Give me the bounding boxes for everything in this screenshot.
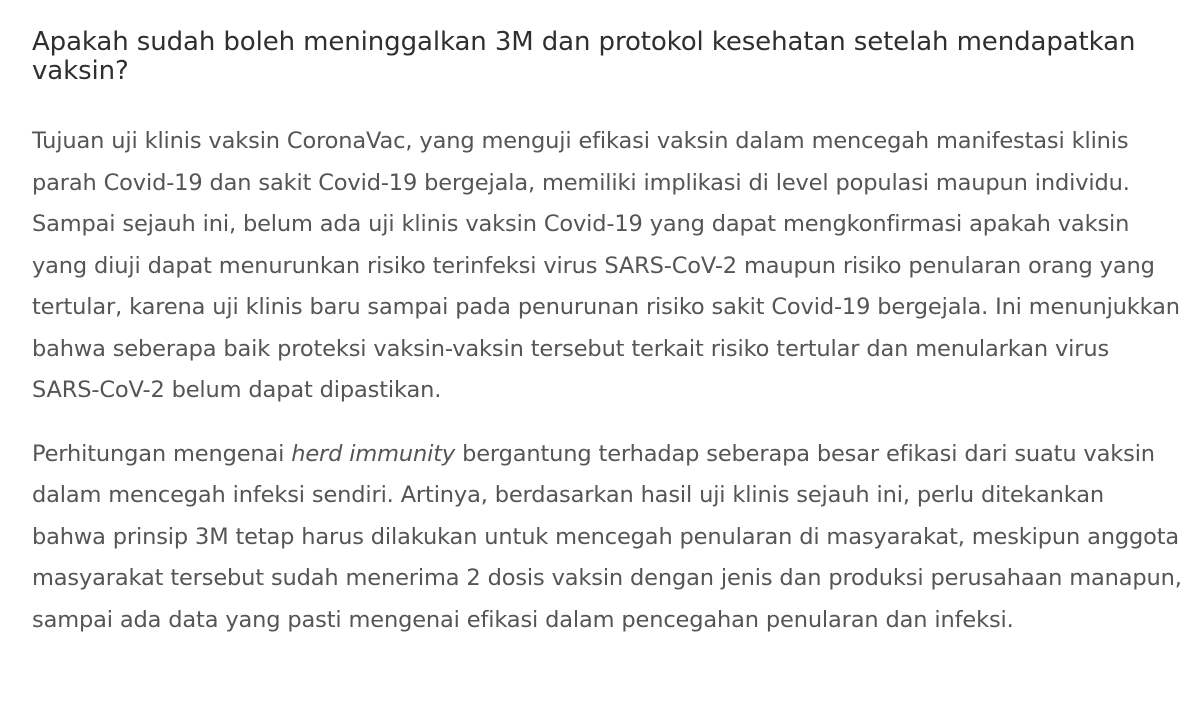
paragraph-2-text-before: Perhitungan mengenai xyxy=(32,440,292,467)
article-body xyxy=(32,28,1182,641)
herd-immunity-emphasis: herd immunity xyxy=(291,440,456,467)
paragraph-2 xyxy=(32,434,1182,642)
paragraph-1: Tujuan uji klinis vaksin CoronaVac, yang menguji efikasi vaksin dalam mencegah manifestasi klinis parah Covid-19 dan sakit Covid-19 bergejala, memiliki implikasi di level populasi maupun individu. Sampai sejauh ini, belum ada uji klinis vaksin Covid-19 yang dapat mengkonfirmasi apakah vaksin yang diuji dapat menurunkan risiko terinfeksi virus SARS-CoV-2 maupun risiko penularan orang yang tertular, karena uji klinis baru sampai pada penurunan risiko sakit Covid-19 bergejala. Ini menunjukkan bahwa seberapa baik proteksi vaksin-vaksin tersebut terkait risiko tertular dan menularkan virus SARS-CoV-2 belum dapat dipastikan. xyxy=(32,128,1180,403)
paragraph-2-text-after: bergantung terhadap seberapa besar efikasi dari suatu vaksin dalam mencegah infeksi sendiri. Artinya, berdasarkan hasil uji klinis sejauh ini, perlu ditekankan bahwa prinsip 3M tetap harus dilakukan untuk mencegah penularan di masyarakat, meskipun anggota masyarakat tersebut sudah menerima 2 dosis vaksin dengan jenis dan produksi perusahaan manapun, sampai ada data yang pasti mengenai efikasi dalam pencegahan penularan dan infeksi. xyxy=(32,440,1182,633)
article-heading: Apakah sudah boleh meninggalkan 3M dan protokol kesehatan setelah mendapatkan vaksin? xyxy=(32,27,1136,86)
